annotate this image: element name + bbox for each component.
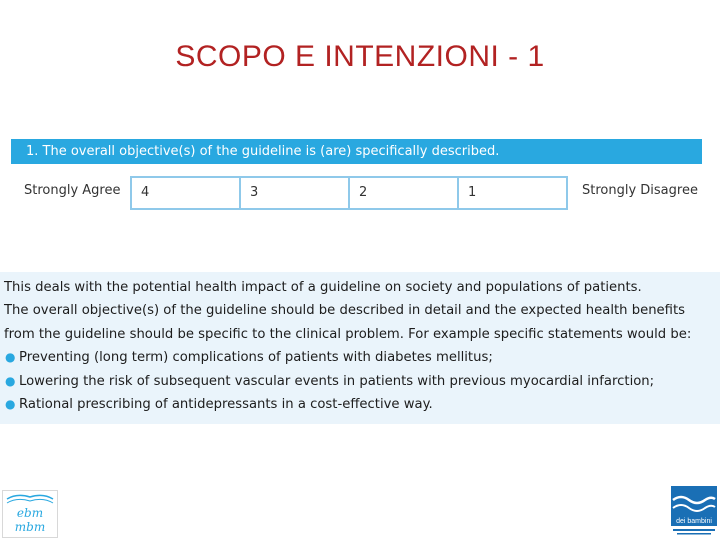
guidance-paragraph: The overall objective(s) of the guideline should be described in detail and the expected health benefits from the guideline should be specific to the clinical problem. For example specific statements would be: bbox=[4, 303, 692, 342]
score-option-2[interactable]: 2 bbox=[350, 178, 459, 208]
list-item-text: Lowering the risk of subsequent vascular events in patients with previous myocardial infarction; bbox=[19, 373, 655, 389]
score-option-4[interactable]: 4 bbox=[132, 178, 241, 208]
bullet-icon: ● bbox=[5, 350, 16, 365]
svg-text:mbm: mbm bbox=[14, 520, 46, 534]
guidance-panel bbox=[0, 272, 720, 424]
example-list bbox=[4, 346, 716, 416]
list-item-text: Rational prescribing of antidepressants in a cost-effective way. bbox=[19, 397, 433, 413]
strongly-disagree-label: Strongly Disagree bbox=[582, 183, 698, 198]
list-item bbox=[4, 370, 716, 393]
score-boxes bbox=[130, 176, 568, 210]
bullet-icon: ● bbox=[5, 397, 16, 412]
item-question-bar: 1. The overall objective(s) of the guideline is (are) specifically described. bbox=[11, 139, 702, 164]
guidance-paragraph: This deals with the potential health impact of a guideline on society and populations of patients. bbox=[4, 280, 642, 295]
score-option-1[interactable]: 1 bbox=[468, 185, 477, 200]
bambini-logo bbox=[669, 486, 719, 538]
list-item-text: Preventing (long term) complications of patients with diabetes mellitus; bbox=[19, 350, 493, 366]
svg-text:ebm: ebm bbox=[16, 506, 44, 520]
list-item bbox=[4, 393, 716, 416]
bullet-icon: ● bbox=[5, 373, 16, 388]
score-option-3[interactable]: 3 bbox=[241, 178, 350, 208]
svg-text:dei bambini: dei bambini bbox=[676, 518, 712, 525]
list-item bbox=[4, 346, 716, 369]
rating-scale bbox=[0, 176, 720, 210]
ebm-logo bbox=[2, 490, 58, 538]
slide-title: SCOPO E INTENZIONI - 1 bbox=[175, 40, 545, 73]
strongly-agree-label: Strongly Agree bbox=[24, 183, 121, 198]
